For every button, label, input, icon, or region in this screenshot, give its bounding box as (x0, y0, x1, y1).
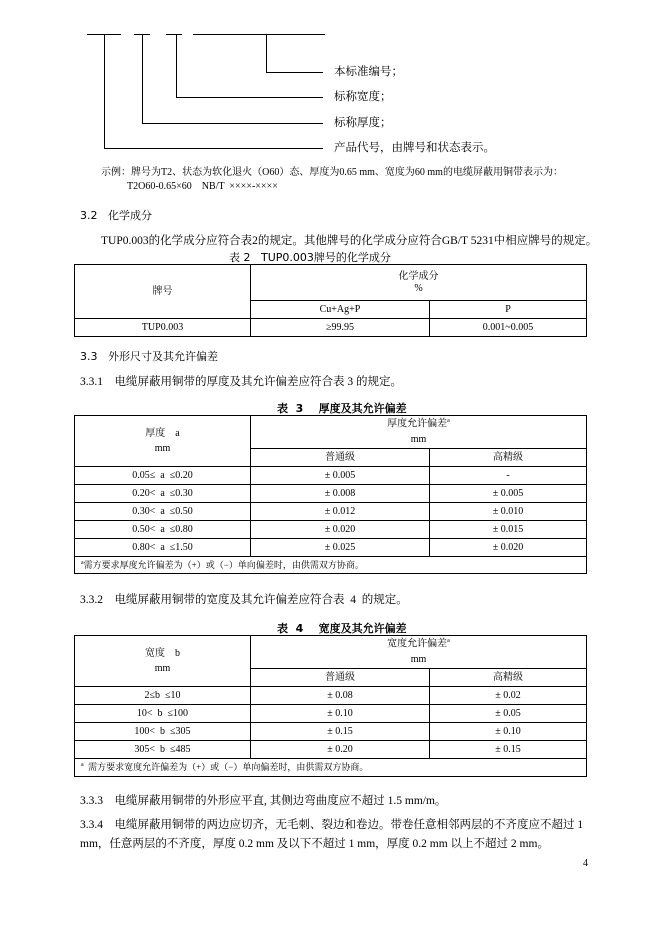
table-3-header-group-unit: mm (410, 434, 427, 446)
table-4-cell-range: 305< b ≤485 (75, 741, 251, 759)
diagram-arm-standard (266, 72, 323, 73)
table-3 (74, 415, 587, 574)
table-3-footnote (75, 557, 587, 574)
table-3-cell-high: ± 0.010 (430, 503, 587, 521)
section-3-2-heading: 3.2 化学成分 (80, 209, 152, 222)
table-3-header-thickness-unit: mm (154, 443, 171, 454)
diagram-arm-thickness (142, 123, 323, 124)
table-4-cell-high: ± 0.10 (430, 723, 587, 741)
table-row (75, 467, 587, 485)
table-3-cell-range: 0.80< a ≤1.50 (75, 539, 251, 557)
table-3-cell-range: 0.05≤ a ≤0.20 (75, 467, 251, 485)
table-4-cell-high: ± 0.02 (430, 687, 587, 705)
table-3-cell-high: ± 0.020 (430, 539, 587, 557)
table-3-cell-high: ± 0.005 (430, 485, 587, 503)
table-3-header-thickness-label: 厚度 a (145, 427, 180, 439)
table-2-header-group-unit: % (414, 282, 423, 294)
table-4-cell-normal: ± 0.08 (251, 687, 430, 705)
table-row (75, 705, 587, 723)
table-3-header-group (251, 416, 587, 449)
diagram-label-width: 标称宽度； (334, 91, 392, 103)
table-4-header-width (75, 636, 251, 687)
diagram-label-product: 产品代号，由牌号和状态表示。 (334, 142, 495, 154)
table-4-header-width-label: 宽度 b (145, 647, 180, 659)
diagram-arm-product (104, 148, 323, 149)
table-row (75, 741, 587, 759)
table-row (75, 503, 587, 521)
footnote-marker: a (81, 762, 84, 769)
table-3-cell-range: 0.50< a ≤0.80 (75, 521, 251, 539)
diagram-arm-width (176, 97, 323, 98)
diagram-leader-standard (266, 34, 267, 72)
diagram-segment-standard (193, 34, 325, 35)
table-4-cell-range: 100< b ≤305 (75, 723, 251, 741)
table-4-header-group-label: 宽度允许偏差 (387, 638, 448, 650)
table-4-cell-range: 2≤b ≤10 (75, 687, 251, 705)
table-4-header-high: 高精级 (430, 669, 587, 687)
table-4-footnote-text: 需方要求宽度允许偏差为（+）或（−）单向偏差时，由供需双方协商。 (83, 762, 369, 773)
table-3-cell-normal: ± 0.012 (251, 503, 430, 521)
diagram-leader-width (176, 34, 177, 97)
table-3-footnote-text: 需方要求厚度允许偏差为（+）或（−）单向偏差时，由供需双方协商。 (83, 559, 364, 570)
table-4 (74, 635, 587, 777)
table-4-cell-normal: ± 0.15 (251, 723, 430, 741)
table-4-cell-high: ± 0.15 (430, 741, 587, 759)
table-2-caption: 表 2 TUP0.003牌号的化学成分 (229, 251, 391, 264)
footnote-marker: a (447, 638, 450, 645)
example-line-2: T2O60-0.65×60 NB/T ××××-×××× (127, 181, 278, 192)
table-3-cell-normal: ± 0.025 (251, 539, 430, 557)
section-3-3-2-paragraph: 3.3.2 电缆屏蔽用铜带的宽度及其允许偏差应符合表 4 的规定。 (80, 594, 408, 606)
table-2-header-group (251, 265, 587, 301)
table-2 (74, 264, 587, 337)
table-row (75, 319, 587, 337)
section-3-3-1-paragraph: 3.3.1 电缆屏蔽用铜带的厚度及其允许偏差应符合表 3 的规定。 (80, 376, 402, 388)
table-3-cell-normal: ± 0.005 (251, 467, 430, 485)
footnote-marker: a (447, 418, 450, 425)
page-number: 4 (583, 858, 588, 869)
table-3-cell-high: ± 0.015 (430, 521, 587, 539)
table-3-cell-high: - (430, 467, 587, 485)
table-3-cell-normal: ± 0.020 (251, 521, 430, 539)
table-2-cell-p: 0.001~0.005 (430, 319, 587, 337)
table-2-cell-cuagp: ≥99.95 (251, 319, 430, 337)
table-row (75, 485, 587, 503)
table-row (75, 539, 587, 557)
table-2-cell-grade: TUP0.003 (75, 319, 251, 337)
section-3-3-3-paragraph: 3.3.3 电缆屏蔽用铜带的外形应平直, 其侧边弯曲度应不超过 1.5 mm/m。 (80, 795, 447, 807)
table-row (75, 521, 587, 539)
table-4-header-normal: 普通级 (251, 669, 430, 687)
table-3-cell-range: 0.30< a ≤0.50 (75, 503, 251, 521)
table-3-header-group-label: 厚度允许偏差 (387, 418, 448, 430)
table-3-cell-range: 0.20< a ≤0.30 (75, 485, 251, 503)
section-3-2-paragraph: TUP0.003的化学成分应符合表2的规定。其他牌号的化学成分应符合GB/T 5231中相应牌号的规定。 (101, 235, 598, 247)
table-4-header-group-unit: mm (410, 654, 427, 666)
table-row (75, 687, 587, 705)
table-3-caption: 表 3 厚度及其允许偏差 (277, 402, 407, 415)
table-2-header-cuagp: Cu+Ag+P (251, 301, 430, 319)
table-2-header-p: P (430, 301, 587, 319)
diagram-label-thickness: 标称厚度； (334, 117, 392, 129)
table-4-caption: 表 4 宽度及其允许偏差 (277, 622, 407, 635)
example-line-1: 示例：牌号为T2、状态为软化退火（O60）态、厚度为0.65 mm、宽度为60 mm的电缆屏蔽用铜带表示为： (101, 167, 563, 178)
diagram-segment-width (166, 34, 182, 35)
section-3-3-4-line-1: 3.3.4 电缆屏蔽用铜带的两边应切齐，无毛刺、裂边和卷边。带卷任意相邻两层的不齐度应不超过 1 (80, 819, 584, 831)
table-3-cell-normal: ± 0.008 (251, 485, 430, 503)
footnote-marker: a (81, 559, 84, 566)
table-4-header-group (251, 636, 587, 669)
table-4-cell-range: 10< b ≤100 (75, 705, 251, 723)
table-3-header-normal: 普通级 (251, 449, 430, 467)
table-4-footnote (75, 759, 587, 777)
table-2-header-group-label: 化学成分 (398, 271, 439, 282)
table-2-header-grade: 牌号 (75, 265, 251, 319)
table-4-cell-normal: ± 0.10 (251, 705, 430, 723)
table-row (75, 723, 587, 741)
section-3-3-4-line-2: mm，任意两层的不齐度，厚度 0.2 mm 及以下不超过 1 mm，厚度 0.2 mm 以上不超过 2 mm。 (80, 838, 549, 850)
table-4-cell-normal: ± 0.20 (251, 741, 430, 759)
section-3-3-heading: 3.3 外形尺寸及其允许偏差 (80, 350, 218, 363)
table-4-header-width-unit: mm (154, 663, 171, 674)
table-4-cell-high: ± 0.05 (430, 705, 587, 723)
diagram-label-standard: 本标准编号； (334, 66, 403, 78)
diagram-leader-thickness (142, 34, 143, 123)
diagram-leader-product (104, 34, 105, 148)
table-3-header-high: 高精级 (430, 449, 587, 467)
table-3-header-thickness (75, 416, 251, 467)
